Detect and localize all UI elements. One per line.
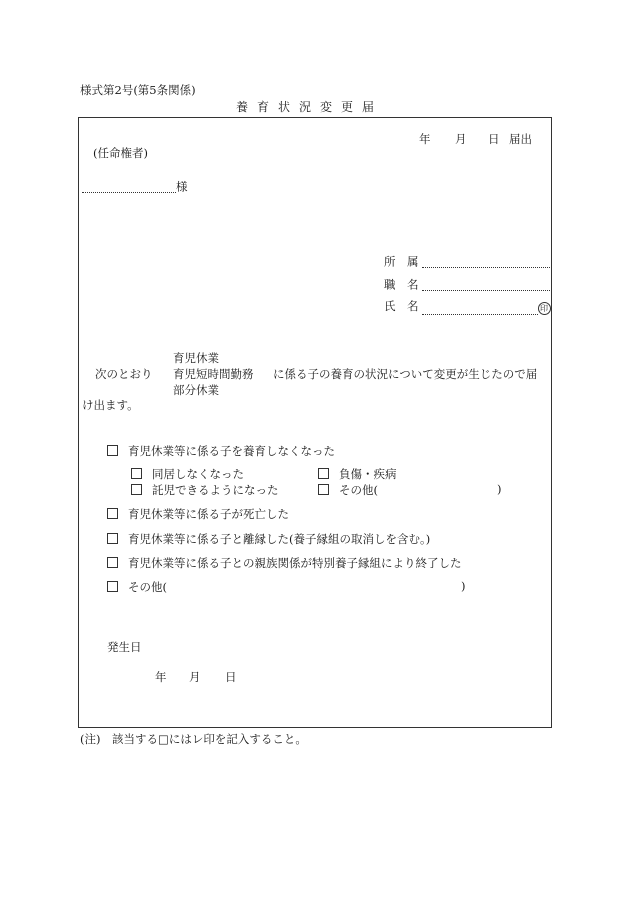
footnote: (注) 該当する□にはレ印を記入すること。 xyxy=(80,732,307,746)
subreason-other-close: ) xyxy=(497,482,502,496)
subreason-other[interactable]: その他( xyxy=(318,484,378,497)
checkbox[interactable] xyxy=(131,484,142,495)
statement-suffix: に係る子の養育の状況について変更が生じたので届 xyxy=(273,367,538,381)
reason-child-died[interactable]: 育児休業等に係る子が死亡した xyxy=(107,508,289,521)
checkbox[interactable] xyxy=(107,581,118,592)
addressee-line[interactable] xyxy=(82,180,188,193)
checkbox[interactable] xyxy=(131,468,142,479)
occurrence-year[interactable]: 年 xyxy=(155,670,167,684)
statement-option-childcare-leave: 育児休業 xyxy=(173,351,219,365)
subreason-not-cohabiting[interactable]: 同居しなくなった xyxy=(131,468,244,481)
form-number: 様式第2号(第5条関係) xyxy=(80,83,196,97)
checkbox[interactable] xyxy=(318,468,329,479)
checkbox[interactable] xyxy=(107,508,118,519)
date-year[interactable]: 年 xyxy=(419,132,431,146)
affiliation-label: 所 属 xyxy=(384,254,419,269)
form-frame xyxy=(78,117,552,728)
statement-prefix: 次のとおり xyxy=(95,367,153,381)
subreason-injury-illness[interactable]: 負傷・疾病 xyxy=(318,468,397,481)
subreason-childcare-available[interactable]: 託児できるようになった xyxy=(131,484,279,497)
position-field[interactable] xyxy=(384,278,552,291)
date-month[interactable]: 月 xyxy=(455,132,467,146)
appointer-label: (任命権者) xyxy=(93,146,148,160)
reason-other[interactable]: その他( xyxy=(107,581,167,594)
checkbox[interactable] xyxy=(318,484,329,495)
form-title: 養育状況変更届 xyxy=(236,100,384,114)
checkbox[interactable] xyxy=(107,445,118,456)
occurrence-day[interactable]: 日 xyxy=(225,670,237,684)
reason-dissolution[interactable]: 育児休業等に係る子と離縁した(養子縁組の取消しを含む。) xyxy=(107,533,430,546)
reason-special-adoption[interactable]: 育児休業等に係る子との親族関係が特別養子縁組により終了した xyxy=(107,557,462,570)
name-label: 氏 名 xyxy=(384,299,419,313)
date-day[interactable]: 日 xyxy=(488,132,500,146)
position-label: 職 名 xyxy=(384,277,419,292)
reason-other-close: ) xyxy=(461,579,466,593)
statement-option-short-hours: 育児短時間勤務 xyxy=(173,367,254,381)
occurrence-month[interactable]: 月 xyxy=(189,670,201,684)
statement-continuation: け出ます。 xyxy=(82,398,139,412)
checkbox[interactable] xyxy=(107,557,118,568)
sama-label: 様 xyxy=(176,179,188,194)
seal-icon: 印 xyxy=(538,302,551,315)
name-field[interactable] xyxy=(384,301,551,315)
statement-option-partial-leave: 部分休業 xyxy=(173,383,219,397)
reason-stopped-raising[interactable]: 育児休業等に係る子を養育しなくなった xyxy=(107,445,335,458)
date-submitted-label: 届出 xyxy=(509,132,532,146)
checkbox[interactable] xyxy=(107,533,118,544)
occurrence-label: 発生日 xyxy=(107,640,142,654)
affiliation-field[interactable] xyxy=(384,255,552,268)
